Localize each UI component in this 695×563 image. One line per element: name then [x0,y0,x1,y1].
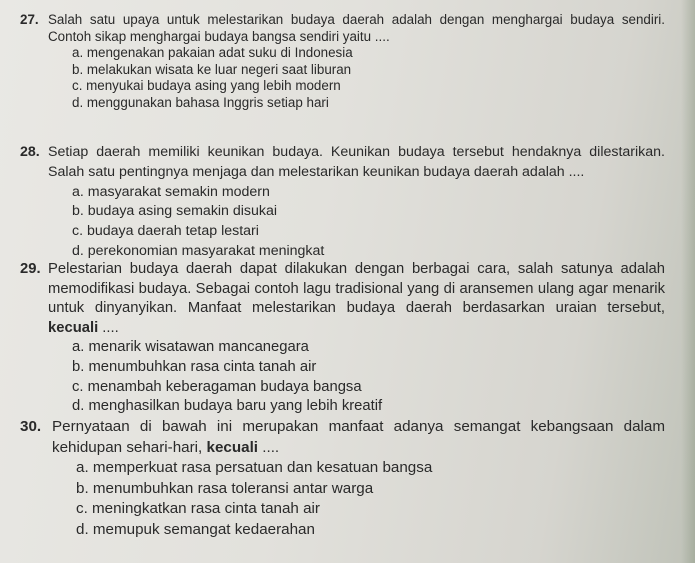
question-30 [20,417,665,541]
keyword-kecuali: kecuali [206,438,259,456]
page-edge-shadow [681,0,695,563]
question-number: 28. [20,144,40,160]
answer-options [72,338,665,416]
keyword-kecuali: kecuali [48,319,99,336]
option-c[interactable]: c. meningkatkan rasa cinta tanah air [76,500,320,518]
option-c[interactable]: c. menambah keberagaman budaya bangsa [72,378,362,395]
answer-options [72,183,665,262]
option-b[interactable]: b. menumbuhkan rasa toleransi antar warga [76,479,374,497]
question-stem: Setiap daerah memiliki keunikan budaya. Keunikan budaya tersebut hendaknya dilestarikan. Salah satu pentingnya menjaga dan melestarikan keunikan budaya daerah adalah .... [48,144,665,180]
option-d[interactable]: d. perekonomian masyarakat meningkat [72,242,325,259]
option-b[interactable]: b. menumbuhkan rasa cinta tanah air [72,358,317,375]
option-c[interactable]: c. budaya daerah tetap lestari [72,223,259,240]
option-b[interactable]: b. melakukan wisata ke luar negeri saat liburan [72,61,352,77]
option-c[interactable]: c. menyukai budaya asing yang lebih modern [72,78,341,93]
option-a[interactable]: a. masyarakat semakin modern [72,183,270,200]
option-a[interactable]: a. mengenakan pakaian adat suku di Indonesia [72,45,353,60]
stem-tail: .... [258,438,280,456]
option-a[interactable]: a. memperkuat rasa persatuan dan kesatuan bangsa [76,459,433,477]
question-29 [20,260,665,417]
option-d[interactable]: d. memupuk semangat kedaerahan [76,520,315,538]
question-stem [52,417,665,458]
question-number: 29. [20,261,41,277]
answer-options [76,458,665,540]
option-b[interactable]: b. budaya asing semakin disukai [72,203,278,220]
option-d[interactable]: d. menghasilkan budaya baru yang lebih kreatif [72,398,383,415]
stem-text: Pernyataan di bawah ini merupakan manfaat adanya semangat kebangsaan dalam kehidupan sehari-hari, [52,418,665,456]
option-a[interactable]: a. menarik wisatawan mancanegara [72,339,309,356]
question-stem [48,260,665,338]
question-number: 27. [20,12,39,27]
question-28 [20,143,665,262]
question-27 [20,12,665,111]
option-d[interactable]: d. menggunakan bahasa Inggris setiap hari [72,94,329,110]
stem-tail: .... [98,319,119,336]
question-number: 30. [20,418,42,435]
question-stem: Salah satu upaya untuk melestarikan budaya daerah adalah dengan menghargai budaya sendiri. Contoh sikap menghargai budaya bangsa sendiri yaitu .... [48,12,665,44]
stem-text: Pelestarian budaya daerah dapat dilakukan dengan berbagai cara, salah satunya adalah memodifikasi budaya. Sebagai contoh lagu tradisional yang di aransemen ulang agar menarik untuk dinyanyikan. Manfaat melestarikan budaya daerah berdasarkan uraian tersebut, [48,261,665,317]
answer-options [72,45,665,111]
